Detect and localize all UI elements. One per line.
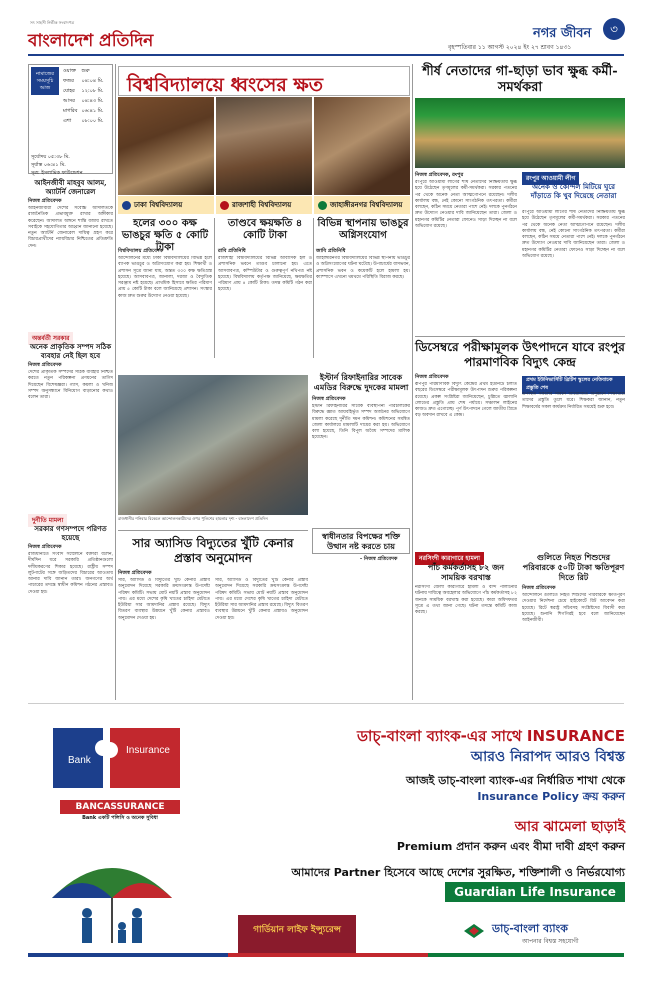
sun-times: [31, 153, 83, 177]
rangpur-kicker: রংপুর আওয়ামী লীগ: [522, 172, 579, 185]
rangpur-headline: শীর্ষ নেতাদের গা-ছাড়া ভাব ক্ষুব্ধ কর্মী-সমর্থকরা: [422, 64, 618, 95]
acid-headline: সার অ্যাসিড বিদ্যুতের খুঁটি কেনার প্রস্তাব অনুমোদন: [132, 536, 294, 565]
sidebar-story2-tag: অন্তর্বর্তী সরকার: [28, 332, 73, 345]
lead-subhead-1: হলের ৩০০ কক্ষ ভাঙচুর ক্ষতি ৫ কোটি টাকা: [121, 218, 209, 253]
label-rajshahi: [216, 196, 312, 214]
guardian-logo: গার্ডিয়ান লাইফ ইন্স্যুরেন্স: [238, 915, 356, 953]
lead-body-1: আন্দোলনের মধ্যে ঢাকা বিশ্ববিদ্যালয়ের বিভিন্ন হলে ব্যাপক ভাঙচুর ও অগ্নিসংযোগ করা হয়। শিক্ষার্থী ও প্রশাসন সূত্রে জানা যায়, অন্তত ৩০০ কক্ষ ক্ষতিগ্রস্ত হয়েছে। আসবাবপত্র, জানালা, দরজা ও বৈদ্যুতিক সরঞ্জাম নষ্ট হয়েছে। প্রাথমিক হিসাবে ক্ষতির পরিমাণ প্রায় ৫ কোটি টাকা বলে জানিয়েছে প্রশাসন। সংস্কার কাজ দ্রুত শুরুর উদ্যোগ নেওয়া হয়েছে।: [118, 256, 212, 299]
dbbl-icon: [462, 922, 486, 940]
umbrella-handle: [111, 898, 113, 943]
sidebar-story1-title: আইনজীবী মাহবুব আলম, অ্যাটর্নি জেনারেল: [34, 178, 107, 196]
prayer-times-table: [61, 67, 106, 127]
university-labels: [118, 196, 410, 214]
prayer-title-line: সময়সূচি: [36, 78, 54, 84]
lead-body-3: জাহাঙ্গীরনগর বিশ্ববিদ্যালয়ের বিভিন্ন স্থাপনায় ভাঙচুর ও অগ্নিসংযোগের ঘটনা ঘটেছে। উপাচার্যের বাসভবন, প্রশাসনিক ভবন ও কয়েকটি হলে হামলা হয়। ক্যাম্পাসে এখনো থমথমে পরিস্থিতি বিরাজ করছে।: [316, 256, 410, 280]
power-plant-headline: ডিসেম্বরে পরীক্ষামূলক উৎপাদনে যাবে রংপুর পারমাণবিক বিদ্যুৎ কেন্দ্র: [415, 340, 625, 369]
newspaper-logo: বাংলাদেশ প্রতিদিন: [28, 31, 154, 51]
ad-line: আর ঝামেলা ছাড়াই: [514, 819, 625, 835]
prayer-row: [61, 97, 106, 107]
freedom-byline: - নিজস্ব প্রতিবেদক: [360, 556, 398, 562]
prayer-row: [61, 117, 106, 127]
dbbl-logo: [462, 920, 622, 948]
page-number: ৩: [603, 18, 625, 40]
lead-headline: বিশ্ববিদ্যালয়ে ধ্বংসের ক্ষত: [127, 74, 324, 96]
bancassurance-subtext: Bank একটি পলিসি ও অনেক সুবিধা: [82, 815, 158, 821]
ad-headline: ডাচ্-বাংলা ব্যাংক-এর সাথে INSURANCE: [356, 727, 625, 745]
acid-byline: নিজস্ব প্রতিবেদক: [118, 570, 152, 576]
family-figure: [132, 908, 142, 918]
sidebar-story3-byline: নিজস্ব প্রতিবেদক: [28, 544, 62, 550]
children-byline: নিজস্ব প্রতিবেদক: [522, 585, 556, 591]
puzzle-icon: [48, 718, 188, 798]
jail-headline: পাঁচ কর্মকর্তাসহ ৮২ জন সাময়িক বরখাস্ত: [427, 562, 505, 582]
label-text: ঢাকা বিশ্ববিদ্যালয়: [134, 201, 183, 209]
freedom-headline: স্বাধীনতার বিপক্ষের শক্তি উত্থান নষ্ট করতে চায়: [312, 528, 410, 554]
label-jahangirnagar: [314, 196, 410, 214]
prayer-source: সূত্র: ইসলামিক ফাউন্ডেশন: [31, 170, 83, 176]
row-divider: [118, 530, 308, 531]
prayer-cell: ওয়াক্ত: [63, 68, 76, 74]
university-crest-icon: [122, 201, 131, 210]
lead-headline-box: [118, 66, 410, 96]
dateline: বৃহস্পতিবার ১১ আগস্ট ২০২৪ ইং ২৭ শ্রাবণ ১৪৩১: [448, 44, 572, 51]
umbrella-family-icon: [42, 848, 182, 948]
police-clash-photo: [118, 375, 308, 515]
family-figure: [118, 930, 126, 943]
column-divider: [214, 218, 215, 358]
sidebar-story1-body: আইনজীবীরা দেশের সর্বোচ্চ আদালতকে রাজনৈতিক প্রভাবমুক্ত রাখার অঙ্গীকার করেছেন। আদালত অঙ্গনে শান্তি বজায় রাখতে সবাইকে সহযোগিতার আহ্বান জানানো হয়েছে। নতুন অ্যাটর্নি জেনারেল দায়িত্ব গ্রহণ করে বিচারপ্রার্থীদের ন্যায়বিচার নিশ্চিতের প্রতিশ্রুতি দেন।: [28, 206, 113, 249]
prayer-title-line: নামাজের: [36, 71, 54, 77]
lead-byline-1: বিশ্ববিদ্যালয় প্রতিবেদক: [118, 248, 164, 254]
school-body: উপস্থিত সকলের সামনে আয়োজিত অনুষ্ঠানে শিক্ষার্থীরা তাদের প্রস্তুতি তুলে ধরে। শিক্ষকরা জানান, নতুন শিক্ষাবর্ষের সকল কার্যক্রম নির্ধারিত সময়েই শুরু হবে।: [522, 392, 625, 410]
rangpur-body-continued: রংপুরে আওয়ামী লীগের শীর্ষ নেতাদের নিষ্ক্রিয়তায় ক্ষুব্ধ হয়ে উঠেছেন তৃণমূলের কর্মী-সমর্থকরা। সরকার পতনের পর থেকে অনেক নেতা আত্মগোপনে রয়েছেন। দলীয় কার্যালয় বন্ধ, নেই কোনো সাংগঠনিক তৎপরতা। কর্মীরা বলছেন, কঠিন সময়ে নেতারা পাশে নেই। দলকে পুনর্গঠনে দ্রুত উদ্যোগ নেওয়ার দাবি জানিয়েছেন তারা। জেলা ও মহানগর কমিটির নেতারা ফোনেও সাড়া দিচ্ছেন না বলে অভিযোগ রয়েছে।: [522, 210, 625, 260]
insurance-label: Insurance: [126, 745, 170, 756]
column-divider: [115, 64, 116, 700]
sidebar-story3-body: রাজধানীতে সংবাদ সম্মেলনে বক্তারা বলেন, দীর্ঘদিন ধরে সরকারি প্রতিষ্ঠানগুলো দলীয়করণের শিকার হয়েছে। রাষ্ট্রীয় সম্পদ লুটপাটের সঙ্গে জড়িতদের বিচারের আওতায় আনার দাবি জানান তারা। জনগণের অর্থ পাচারের তদন্তে স্বাধীন কমিশন গঠনের প্রস্তাবও দেওয়া হয়।: [28, 552, 113, 595]
prayer-cell: ০৪:৪৩ মি.: [81, 98, 104, 104]
power-plant-byline: নিজস্ব প্রতিবেদক: [415, 374, 449, 380]
ad-line: Premium প্রদান করুন এবং বীমা দাবী গ্রহণ করুন: [396, 840, 625, 853]
rangpur-byline: নিজস্ব প্রতিবেদক, রংপুর: [415, 172, 464, 178]
jahangirnagar-university-photo: [314, 97, 410, 195]
label-text: জাহাঙ্গীরনগর বিশ্ববিদ্যালয়: [330, 201, 403, 209]
sunrise-time: সূর্যোদয় ০৫:৩৮ মি.: [31, 154, 70, 160]
logo-tagline: সৎ সাহসী নির্ভীক সংবাদপত্র: [30, 20, 75, 25]
row-divider: [415, 336, 625, 337]
children-headline: গুলিতে নিহত শিশুদের পরিবারকে ৫০টি টাকা ক্ষতিপূরণ দিতে রিট: [522, 552, 625, 582]
ad-line: আজই ডাচ্-বাংলা ব্যাংক-এর নির্ধারিত শাখা থেকে: [405, 774, 625, 787]
section-name: নগর জীবন: [533, 26, 592, 41]
bancassurance-label: BANCASSURANCE: [60, 800, 180, 814]
bank-label: Bank: [68, 755, 91, 766]
lead-byline-3: জাবি প্রতিনিধি: [316, 248, 346, 254]
prayer-title-line: আজ: [39, 85, 51, 91]
prayer-row: [61, 77, 106, 87]
eastern-byline: নিজস্ব প্রতিবেদক: [312, 396, 346, 402]
rajshahi-university-photo: [216, 97, 312, 195]
prayer-row: [61, 87, 106, 97]
prayer-cell: এশা: [63, 118, 72, 124]
prayer-cell: ০৬:৪১ মি.: [81, 108, 104, 114]
jail-kicker: নরসিংদী কারাগারে হামলা: [415, 552, 484, 565]
rangpur-side-subhead: অনেক ও কোন্দল মিটিয়ে ঘুরে দাঁড়াতে কি খুব দিয়েছে নেতারা: [530, 182, 617, 200]
ad-line: আমাদের Partner হিসেবে আছে দেশের সুরক্ষিত, শক্তিশালী ও নির্ভরযোগ্য: [291, 866, 625, 879]
ad-bar-segment: [428, 953, 624, 957]
sunset-time: সূর্যাস্ত ০৬:৪১ মি.: [31, 162, 66, 168]
prayer-cell: মাগরিব: [63, 108, 78, 114]
sidebar-story3-title: সরকার গণসম্পদে পরিণত হয়েছে: [34, 524, 107, 542]
acid-body: সার, অ্যাসিড ও বিদ্যুতের খুঁটি কেনার প্রস্তাব অনুমোদন দিয়েছে সরকারি ক্রয়সংক্রান্ত উপদেষ্টা পরিষদ কমিটি। সভায় মোট নয়টি প্রস্তাব অনুমোদন পায়। এর মধ্যে দেশের কৃষি খাতের চাহিদা মেটাতে ইউরিয়া সার আমদানির প্রস্তাব রয়েছে। বিদ্যুৎ বিতরণ ব্যবস্থার উন্নয়নে খুঁটি কেনার প্রস্তাবও অনুমোদন দেওয়া হয়।: [118, 578, 210, 621]
family-figure: [118, 922, 126, 930]
power-plant-body: রূপপুর পারমাণবিক বিদ্যুৎ কেন্দ্রের প্রথম ইউনিটে চলতি বছরের ডিসেম্বরে পরীক্ষামূলক উৎপাদন শুরুর পরিকল্পনা রয়েছে। প্রকল্প সংশ্লিষ্টরা জানিয়েছেন, চুল্লিতে জ্বালানি লোডের প্রস্তুতি প্রায় শেষ পর্যায়ে। সঞ্চালন লাইনের কাজও দ্রুত এগোচ্ছে। পূর্ণ উৎপাদনে গেলে জাতীয় গ্রিডে বড় অবদান রাখবে এ কেন্দ্র।: [415, 382, 517, 419]
prayer-cell: ০৪:০৪ মি.: [81, 78, 104, 84]
rangpur-photo: [415, 98, 625, 168]
label-dhaka: [118, 196, 214, 214]
ad-line: Insurance Policy ক্রয় করুন: [477, 790, 625, 803]
ad-bar-segment: [28, 953, 228, 957]
eastern-body: ইস্টার্ন রিফাইনারির সাবেক ব্যবস্থাপনা পরিচালকের বিরুদ্ধে জ্ঞাত আয়বহির্ভূত সম্পদ অর্জনের অভিযোগে মামলা করেছে দুর্নীতি দমন কমিশন। কমিশনের সমন্বিত জেলা কার্যালয়ে মামলাটি দায়ের করা হয়। অভিযোগে বলা হয়েছে, তিনি বিপুল অবৈধ সম্পদের মালিক হয়েছেন।: [312, 404, 410, 441]
guardian-banner: Guardian Life Insurance: [445, 882, 625, 902]
prayer-times-title: [31, 67, 59, 95]
family-figure: [82, 908, 92, 918]
prayer-cell: ফজর: [63, 78, 74, 84]
family-figure: [82, 918, 92, 943]
jail-body: নরসিংদী জেলা কারাগারে হামলা ও বন্দি পালানোর ঘটনায় দায়িত্বে অবহেলার অভিযোগে পাঁচ কর্মকর্তাসহ ৮২ জনকে সাময়িক বরখাস্ত করা হয়েছে। কারা অধিদফতর সূত্রে এ তথ্য জানা গেছে। ঘটনা তদন্তে কমিটি কাজ করছে।: [415, 585, 517, 616]
lead-byline-2: রাবি প্রতিনিধি: [218, 248, 246, 254]
prayer-cell: আসর: [63, 98, 75, 104]
family-figure: [132, 918, 142, 943]
police-photo-caption: রাজধানীর শনিবার বিকেলে আন্দোলনকারীদের ওপর পুলিশের হামলার দৃশ্য - বাংলাদেশ প্রতিদিন: [118, 516, 268, 521]
dbbl-name: ডাচ্-বাংলা ব্যাংক: [492, 922, 568, 935]
lead-photo-strip: [118, 97, 410, 195]
eastern-headline: ইস্টার্ন রিফাইনারির সাবেক এমডির বিরুদ্ধে দুদকের মামলা: [313, 372, 409, 392]
prayer-times-box: [28, 64, 113, 174]
label-text: রাজশাহী বিশ্ববিদ্যালয়: [232, 201, 292, 209]
insurance-puzzle-piece: [110, 728, 180, 788]
column-divider: [313, 218, 314, 358]
ad-color-bar: [28, 953, 624, 957]
prayer-cell: ০৮:০০ মি.: [81, 118, 104, 124]
university-crest-icon: [220, 201, 229, 210]
lead-body-2: রাজশাহী বিশ্ববিদ্যালয়ের বিভিন্ন আবাসিক হল ও প্রশাসনিক ভবনে তাণ্ডব চালানো হয়। এতে আসবাবপত্র, কম্পিউটার ও গুরুত্বপূর্ণ নথিপত্র নষ্ট হয়েছে। বিশ্ববিদ্যালয় কর্তৃপক্ষ জানিয়েছে, ক্ষয়ক্ষতির পরিমাণ প্রায় ৪ কোটি টাকা। তদন্ত কমিটি গঠন করা হয়েছে।: [218, 256, 312, 293]
school-kicker: প্রথম ইউনিভার্সিটি ব্রিটিশ স্কুলের নেতিবাচক প্রস্তুতি শেষ: [522, 376, 625, 394]
sidebar-story2-title: অনেক প্রাকৃতিক সম্পদ সঠিক ব্যবহার নেই ছিল হবে: [29, 342, 112, 360]
lead-subhead-2: তাণ্ডবে ক্ষয়ক্ষতি ৪ কোটি টাকা: [227, 218, 303, 241]
dhaka-university-photo: [118, 97, 214, 195]
children-body: আন্দোলনে গুলিতে নিহত শিশুদের পরিবারকে ক্ষতিপূরণ দেওয়ার নির্দেশনা চেয়ে হাইকোর্টে রিট আবেদন করা হয়েছে। রিটে স্বরাষ্ট্র সচিবসহ সংশ্লিষ্টদের বিবাদী করা হয়েছে। শুনানি শিগগিরই হবে বলে জানিয়েছেন আইনজীবী।: [522, 593, 625, 624]
prayer-cell: যোহর: [63, 88, 75, 94]
ad-bar-segment: [228, 953, 428, 957]
lead-subhead-3: বিভিন্ন স্থাপনায় ভাঙচুর অগ্নিসংযোগ: [317, 218, 409, 241]
sidebar-story2-body: দেশের প্রাকৃতিক সম্পদের সঠিক ব্যবহার নিশ্চিত করতে নতুন পরিকল্পনা প্রণয়নের তাগিদ দিয়েছেন বিশেষজ্ঞরা। গ্যাস, কয়লা ও খনিজ সম্পদ অনুসন্ধানে বিনিয়োগ বাড়ানোর কথাও বলেন তারা।: [28, 370, 113, 401]
sidebar-story2-byline: নিজস্ব প্রতিবেদক: [28, 362, 62, 368]
ad-subheadline: আরও নিরাপদ আরও বিশ্বস্ত: [470, 749, 625, 765]
university-crest-icon: [318, 201, 327, 210]
sidebar-story1-byline: নিজস্ব প্রতিবেদক: [28, 198, 62, 204]
masthead: [28, 20, 624, 56]
prayer-cell: শুরু: [81, 68, 90, 74]
dbbl-tagline: আপনার বিশ্বস্ত সহযোগী: [522, 938, 579, 945]
column-divider: [412, 64, 413, 700]
rangpur-body: রংপুরে আওয়ামী লীগের শীর্ষ নেতাদের নিষ্ক্রিয়তায় ক্ষুব্ধ হয়ে উঠেছেন তৃণমূলের কর্মী-সমর্থকরা। সরকার পতনের পর থেকে অনেক নেতা আত্মগোপনে রয়েছেন। দলীয় কার্যালয় বন্ধ, নেই কোনো সাংগঠনিক তৎপরতা। কর্মীরা বলছেন, কঠিন সময়ে নেতারা পাশে নেই। দলকে পুনর্গঠনে দ্রুত উদ্যোগ নেওয়ার দাবি জানিয়েছেন তারা। জেলা ও মহানগর কমিটির নেতারা ফোনেও সাড়া দিচ্ছেন না বলে অভিযোগ রয়েছে।: [415, 180, 517, 230]
acid-body-continued: সার, অ্যাসিড ও বিদ্যুতের খুঁটি কেনার প্রস্তাব অনুমোদন দিয়েছে সরকারি ক্রয়সংক্রান্ত উপদেষ্টা পরিষদ কমিটি। সভায় মোট নয়টি প্রস্তাব অনুমোদন পায়। এর মধ্যে দেশের কৃষি খাতের চাহিদা মেটাতে ইউরিয়া সার আমদানির প্রস্তাব রয়েছে। বিদ্যুৎ বিতরণ ব্যবস্থার উন্নয়নে খুঁটি কেনার প্রস্তাবও অনুমোদন দেওয়া হয়।: [215, 578, 308, 621]
prayer-row: [61, 67, 106, 77]
prayer-cell: ১২:০৮ মি.: [81, 88, 104, 94]
prayer-row: [61, 107, 106, 117]
sidebar-story3-tag: দুর্নীতি মামলা: [28, 514, 67, 527]
